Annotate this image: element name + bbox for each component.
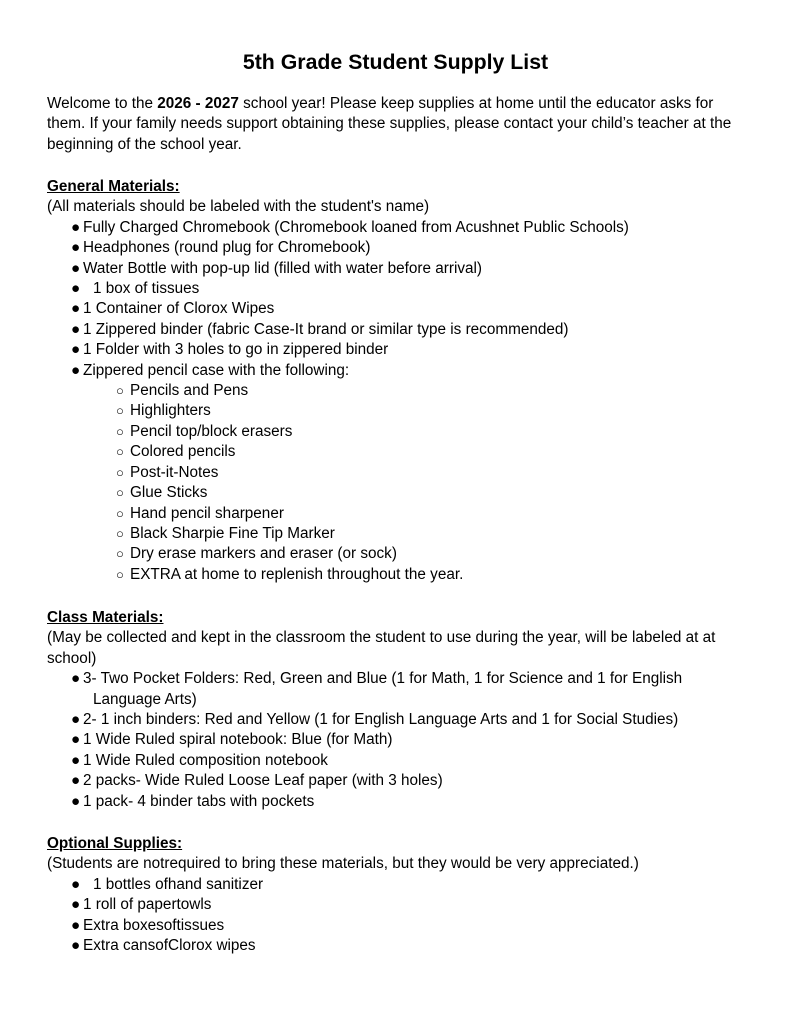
list-item: ● Headphones (round plug for Chromebook): [47, 238, 752, 258]
sub-list-item: ○ Hand pencil sharpener: [47, 504, 752, 524]
bullet-icon: ●: [71, 280, 81, 298]
sub-list-item: ○ Black Sharpie Fine Tip Marker: [47, 524, 752, 544]
bullet-icon: ●: [71, 341, 81, 359]
bullet-icon: ●: [71, 670, 81, 688]
hollow-bullet-icon: ○: [116, 566, 124, 582]
list-item: ● Zippered pencil case with the following:: [47, 361, 752, 381]
school-years: 2026 - 2027: [157, 95, 239, 112]
optional-supplies-note: (Students are notrequired to bring these materials, but they would be very appreciated.): [47, 855, 639, 873]
hollow-bullet-icon: ○: [116, 423, 124, 439]
bullet-icon: ●: [71, 731, 81, 749]
list-item: ● 2- 1 inch binders: Red and Yellow (1 for English Language Arts and 1 for Social Studies): [47, 710, 752, 730]
hollow-bullet-icon: ○: [116, 383, 124, 399]
list-item: ● 1 bottles ofhand sanitizer: [47, 875, 752, 895]
sub-list-item: ○ Colored pencils: [47, 442, 752, 462]
general-materials-heading: General Materials:: [47, 178, 180, 195]
bullet-icon: ●: [71, 875, 81, 893]
list-item: ● 1 box of tissues: [47, 279, 752, 299]
class-materials-section: [47, 608, 752, 812]
sub-list-item: ○ Glue Sticks: [47, 483, 752, 503]
bullet-icon: ●: [71, 751, 81, 769]
bullet-icon: ●: [71, 218, 81, 236]
bullet-icon: ●: [71, 772, 81, 790]
general-materials-section: [47, 177, 752, 585]
bullet-icon: ●: [71, 259, 81, 277]
bullet-icon: ●: [71, 937, 81, 955]
hollow-bullet-icon: ○: [116, 403, 124, 419]
list-item: ● 3- Two Pocket Folders: Red, Green and Blue (1 for Math, 1 for Science and 1 for English Language Arts): [71, 670, 683, 708]
list-item: ● 2 packs- Wide Ruled Loose Leaf paper (with 3 holes): [47, 771, 752, 791]
hollow-bullet-icon: ○: [116, 525, 124, 541]
hollow-bullet-icon: ○: [116, 464, 124, 480]
general-materials-note: (All materials should be labeled with the student's name): [47, 198, 430, 216]
intro-text-start: Welcome to the: [47, 95, 158, 112]
general-materials-list: [47, 218, 752, 585]
list-item: ● 1 Container of Clorox Wipes: [47, 299, 752, 319]
sub-list-item: ○ Pencil top/block erasers: [47, 422, 752, 442]
bullet-icon: ●: [71, 320, 81, 338]
bullet-icon: ●: [71, 711, 81, 729]
hollow-bullet-icon: ○: [116, 485, 124, 501]
sub-list-item: ○ Pencils and Pens: [47, 381, 752, 401]
bullet-icon: ●: [71, 300, 81, 318]
class-materials-heading: Class Materials:: [47, 609, 164, 626]
list-item: ● Water Bottle with pop-up lid (filled with water before arrival): [47, 259, 752, 279]
hollow-bullet-icon: ○: [116, 505, 124, 521]
hollow-bullet-icon: ○: [116, 546, 124, 562]
class-materials-list: [47, 669, 752, 812]
list-item: ● 1 Wide Ruled spiral notebook: Blue (for Math): [47, 730, 752, 750]
bullet-icon: ●: [71, 792, 81, 810]
list-item: ● 1 roll of papertowls: [47, 895, 752, 915]
page-title: 5th Grade Student Supply List: [242, 50, 549, 74]
bullet-icon: ●: [71, 361, 81, 379]
intro-text-end: school year! Please keep supplies at home until the educator asks for them. If your family needs support obtaining these supplies, please contact your child’s teacher at the beginning of the school year.: [47, 95, 732, 153]
bullet-icon: ●: [71, 916, 81, 934]
optional-supplies-section: [47, 834, 752, 956]
bullet-icon: ●: [71, 896, 81, 914]
list-item: ● 1 pack- 4 binder tabs with pockets: [47, 792, 752, 812]
list-item: ● Extra boxesoftissues: [47, 916, 752, 936]
list-item: ● Extra cansofClorox wipes: [47, 936, 752, 956]
list-item: ● 1 Zippered binder (fabric Case-It brand or similar type is recommended): [47, 320, 752, 340]
intro-paragraph: [47, 94, 752, 155]
hollow-bullet-icon: ○: [116, 444, 124, 460]
sub-list-item: ○ Dry erase markers and eraser (or sock): [47, 544, 752, 564]
class-materials-note: (May be collected and kept in the classroom the student to use during the year, will be labeled at at school): [47, 629, 716, 667]
optional-supplies-heading: Optional Supplies:: [47, 835, 183, 852]
list-item: ● Fully Charged Chromebook (Chromebook loaned from Acushnet Public Schools): [47, 218, 752, 238]
optional-supplies-list: [47, 875, 752, 957]
sub-list-item: ○ EXTRA at home to replenish throughout the year.: [47, 565, 752, 585]
list-item: ● 1 Wide Ruled composition notebook: [47, 751, 752, 771]
sub-list-item: ○ Post-it-Notes: [47, 463, 752, 483]
sub-list-item: ○ Highlighters: [47, 401, 752, 421]
bullet-icon: ●: [71, 239, 81, 257]
list-item: ● 1 Folder with 3 holes to go in zippered binder: [47, 340, 752, 360]
